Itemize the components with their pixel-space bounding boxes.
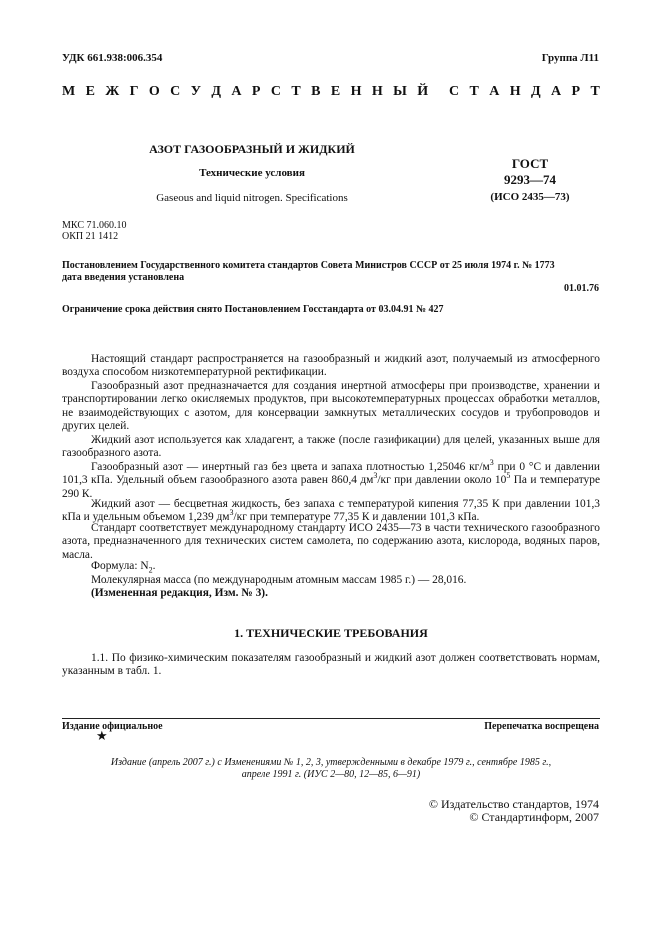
standard-banner <box>62 84 600 100</box>
copyright-2007: © Стандартинформ, 2007 <box>469 810 599 824</box>
star-icon: ★ <box>96 728 108 743</box>
banner-letter: А <box>551 84 562 99</box>
banner-letter: Р <box>251 84 261 99</box>
banner-letter: С <box>270 84 281 99</box>
paragraph-gas-purpose: Газообразный азот предназначается для создания инертной атмосферы при производстве, хранении и транспортировании легко окисляемых продуктов, при высокотемпературных процессах обработки металлов, не взаимодействующих с азотом, для консервации замкнутых металлических сосудов и трубопроводов и других целей. <box>62 380 600 432</box>
validity-limit-note: Ограничение срока действия снято Постановлением Госстандарта от 03.04.91 № 427 <box>62 304 444 315</box>
banner-letter: Ы <box>393 84 407 99</box>
banner-letter: Д <box>531 84 541 99</box>
banner-letter: У <box>190 84 201 99</box>
footer-divider <box>62 718 600 719</box>
paragraph-scope: Настоящий стандарт распространяется на газообразный и жидкий азот, получаемый из атмосферного воздуха способом низкотемпературной ректификации. <box>62 353 600 379</box>
banner-letter: О <box>148 84 160 99</box>
banner-letter: А <box>489 84 500 99</box>
no-reprint: Перепечатка воспрещена <box>484 721 599 732</box>
banner-letter: Н <box>509 84 521 99</box>
decree-line: Постановлением Государственного комитета стандартов Совета Министров СССР от 25 июля 1974 г. № 1773 <box>62 260 555 271</box>
paragraph-iso-compliance: Стандарт соответствует международному стандарту ИСО 2435—73 в части технического газообразного азота, предназначенного для технических систем самолета, по содержанию азота, кислорода, водяных паров, масла. <box>62 522 600 561</box>
group-code: Группа Л11 <box>541 52 599 64</box>
banner-letter: Д <box>211 84 221 99</box>
banner-letter: Р <box>571 84 581 99</box>
banner-letter: А <box>231 84 242 99</box>
decree-date-label: дата введения установлена <box>62 272 185 283</box>
paragraph-liquid-purpose: Жидкий азот используется как хладагент, а также (после газификации) для целей, указанных выше для газообразного азота. <box>62 434 600 460</box>
banner-letter: Т <box>469 84 479 99</box>
paragraph-1-1: 1.1. По физико-химическим показателям газообразный и жидкий азот должен соответствовать нормам, указанным в табл. 1. <box>62 652 600 678</box>
paragraph-liquid-properties: Жидкий азот — бесцветная жидкость, без запаха с температурой кипения 77,35 К при давлении 101,3 кПа и удельным объемом 1,239 $дм^3/кг$ при температуре 77,35 К и давлении 101,3 кПа. <box>62 498 600 524</box>
section-heading: 1. ТЕХНИЧЕСКИЕ ТРЕБОВАНИЯ <box>234 626 428 640</box>
molecular-mass: Молекулярная масса (по международным атомным массам 1985 г.) — 28,016. <box>91 574 467 586</box>
banner-letter: Й <box>417 84 429 99</box>
banner-letter: Г <box>129 84 139 99</box>
document-title: АЗОТ ГАЗООБРАЗНЫЙ И ЖИДКИЙ <box>149 142 355 156</box>
paragraph-gas-properties: Газообразный азот — инертный газ без цвета и запаха плотностью 1,25046 $кг/м^3$ при 0 °С и давлении 101,3 кПа. Удельный объем газообразного азота равен 860,4 $дм^3/кг$ при давлении около $10^5$ Па и температуре 290 К. <box>62 458 600 500</box>
banner-letter: Н <box>371 84 383 99</box>
banner-letter: Е <box>330 84 341 99</box>
english-title: Gaseous and liquid nitrogen. Specifications <box>156 192 348 204</box>
banner-letter: Н <box>350 84 362 99</box>
copyright-1974: © Издательство стандартов, 1974 <box>428 797 599 811</box>
banner-letter: Т <box>291 84 301 99</box>
mks-code: МКС 71.060.10 <box>62 220 127 231</box>
document-subtitle: Технические условия <box>199 167 305 179</box>
edition-note-line1: Издание (апрель 2007 г.) с Изменениями № 1, 2, 3, утвержденными в декабре 1979 г., сентябре 1985 г., <box>110 757 552 768</box>
banner-letter: Ж <box>105 84 120 99</box>
okp-code: ОКП 21 1412 <box>62 231 119 242</box>
gost-number: 9293—74 <box>504 172 556 187</box>
iso-reference: (ИСО 2435—73) <box>490 191 570 203</box>
banner-letter: М <box>62 84 76 99</box>
banner-letter: С <box>448 84 460 99</box>
banner-letter: Т <box>590 84 600 99</box>
edition-note-line2: апреле 1991 г. (ИУС 2—80, 12—85, 6—91) <box>241 769 421 780</box>
banner-letter: Е <box>85 84 95 99</box>
banner-letter: С <box>170 84 181 99</box>
introduction-date: 01.01.76 <box>564 283 599 294</box>
official-edition: Издание официальное <box>62 721 163 732</box>
gost-label: ГОСТ <box>511 156 549 171</box>
formula-line: Формула: $N_2$. <box>91 560 156 575</box>
udk-code: УДК 661.938:006.354 <box>62 52 163 64</box>
banner-letter: В <box>311 84 321 99</box>
revision-note: (Измененная редакция, Изм. № 3). <box>91 587 268 599</box>
